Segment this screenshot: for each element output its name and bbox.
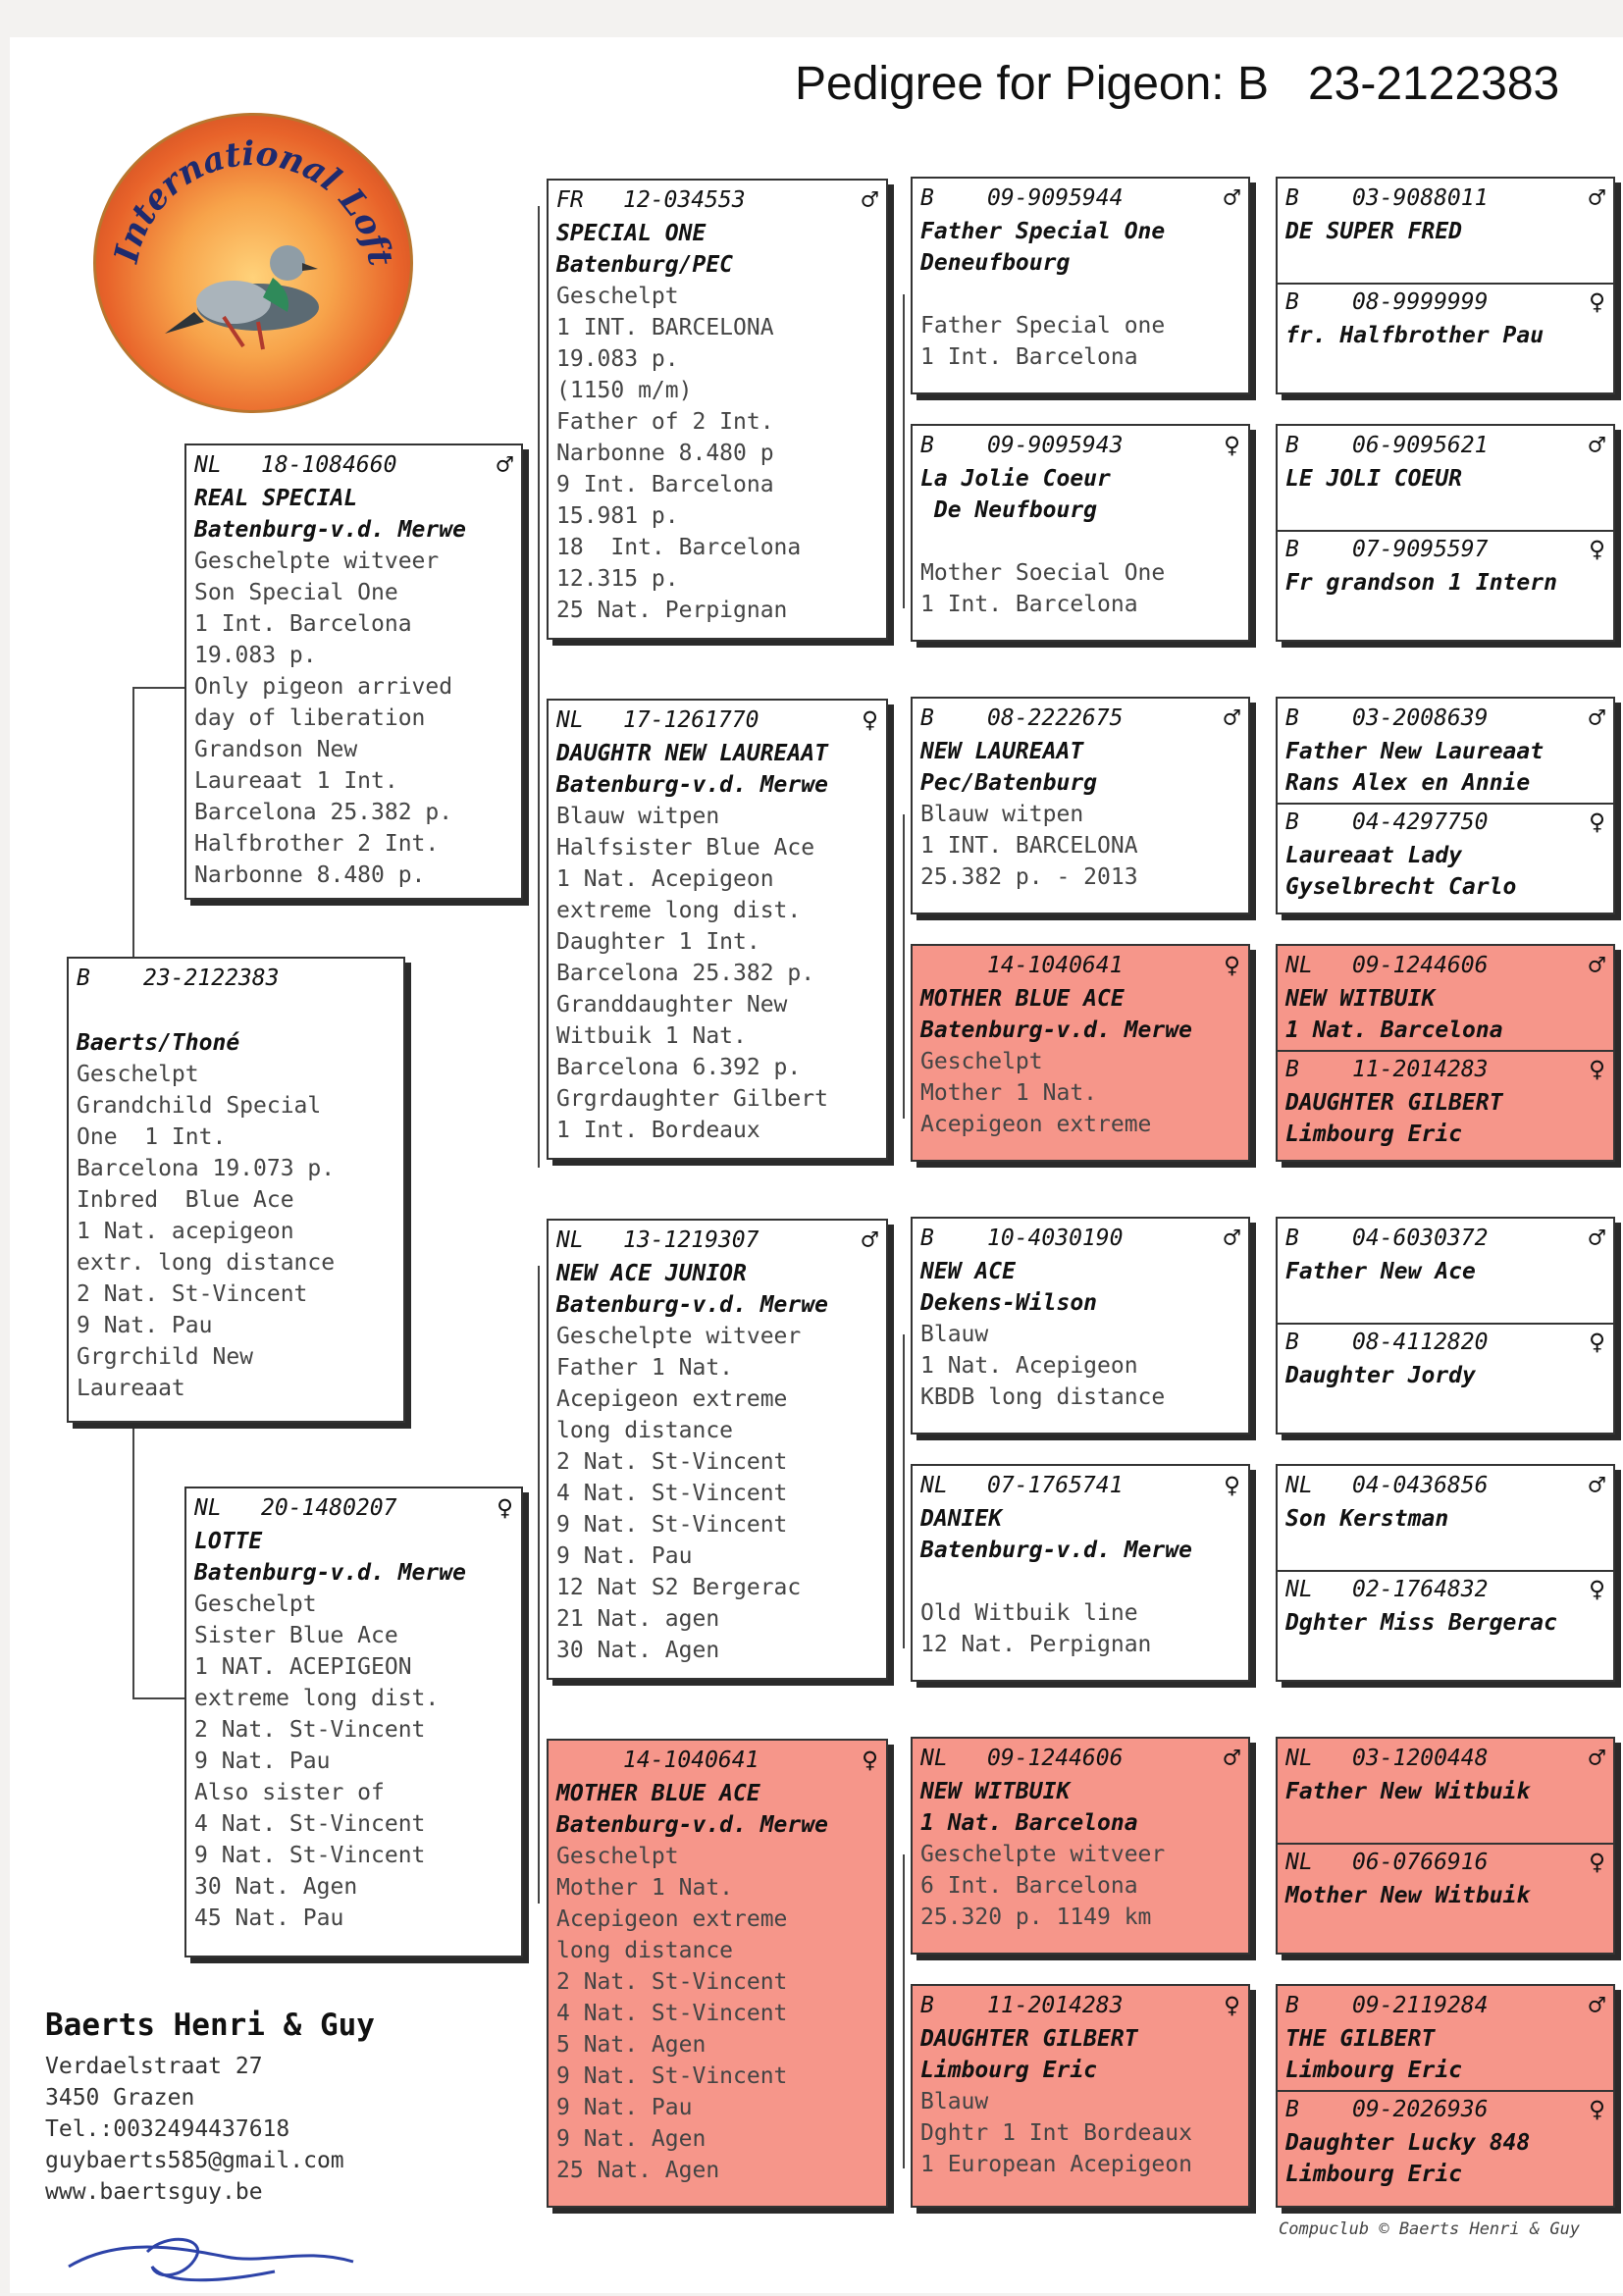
owner-website[interactable]: www.baertsguy.be <box>45 2179 263 2205</box>
pigeon-icon <box>96 116 410 410</box>
info-line: Barcelona 25.382 p. <box>194 800 453 825</box>
country-code: NL <box>1285 1473 1313 1498</box>
ring-number: 08-4112820 <box>1352 1330 1489 1355</box>
info-line: Geschelpt <box>556 1844 679 1869</box>
owner-email: guybaerts585@gmail.com <box>45 2148 344 2173</box>
female-icon: ♀ <box>1224 429 1240 461</box>
info-line: 45 Nat. Pau <box>194 1905 344 1931</box>
pigeon-name: Baerts/Thoné <box>77 1030 240 1056</box>
connector <box>132 1697 186 1699</box>
info-line: Mother Soecial One <box>920 560 1166 586</box>
info-line: extreme long dist. <box>194 1686 440 1711</box>
pigeon-name: Father New Ace <box>1285 1259 1476 1284</box>
ring-number: 04-6030372 <box>1352 1226 1489 1251</box>
male-icon: ♂ <box>862 1224 878 1256</box>
female-icon: ♀ <box>862 704 878 736</box>
info-line: Daughter 1 Int. <box>556 929 760 955</box>
info-line: Halfsister Blue Ace <box>556 835 815 861</box>
pigeon-name: Laureaat Lady <box>1285 843 1463 868</box>
pigeon-name: NEW WITBUIK <box>920 1779 1071 1804</box>
info-line: 1 Int. Barcelona <box>194 611 412 637</box>
info-line: 30 Nat. Agen <box>556 1638 720 1663</box>
male-icon: ♂ <box>1589 182 1605 214</box>
breeder-name: Batenburg-v.d. Merwe <box>556 1812 828 1838</box>
info-line: 9 Nat. Pau <box>556 2095 693 2120</box>
ring-number: 03-9088011 <box>1352 185 1489 211</box>
country-code: B <box>920 433 934 458</box>
info-line: Blauw <box>920 2089 989 2114</box>
connector <box>903 1334 905 1648</box>
info-line: 1 NAT. ACEPIGEON <box>194 1654 412 1680</box>
info-line: Granddaughter New <box>556 992 788 1018</box>
female-icon: ♀ <box>1589 806 1605 838</box>
footer-credit: Compuclub © Baerts Henri & Guy <box>1279 2219 1581 2239</box>
ring-number: 04-4297750 <box>1352 809 1489 835</box>
ring-number: 17-1261770 <box>623 707 759 733</box>
pigeon-name: Fr grandson 1 Intern <box>1285 570 1557 596</box>
ring-number: 20-1480207 <box>261 1495 397 1521</box>
info-line: Laureaat <box>77 1376 185 1401</box>
info-line: extr. long distance <box>77 1250 336 1276</box>
info-line: Geschelpte witveer <box>556 1324 802 1349</box>
pigeon-name: NEW LAUREAAT <box>920 739 1084 764</box>
info-line: 4 Nat. St-Vincent <box>194 1811 426 1837</box>
ancestor-pair-card[interactable] <box>1276 424 1615 642</box>
owner-city: 3450 Grazen <box>45 2085 195 2111</box>
pigeon-name: DANIEK <box>920 1506 1003 1532</box>
pigeon-name: SPECIAL ONE <box>556 221 707 246</box>
info-line: Geschelpte witveer <box>920 1842 1166 1867</box>
connector <box>132 1418 134 1697</box>
ring-number: 09-1244606 <box>1352 953 1489 978</box>
breeder-name: Gyselbrecht Carlo <box>1285 874 1517 900</box>
ancestor-card[interactable] <box>911 1737 1250 1955</box>
info-line: 25 Nat. Agen <box>556 2158 720 2183</box>
owner-address: Verdaelstraat 27 <box>45 2054 263 2079</box>
breeder-name: Limbourg Eric <box>1285 2162 1463 2187</box>
breeder-name: Dekens-Wilson <box>920 1290 1098 1316</box>
info-line: 1 Int. Barcelona <box>920 344 1138 370</box>
info-line: 18 Int. Barcelona <box>556 535 802 560</box>
info-line: 4 Nat. St-Vincent <box>556 1481 788 1506</box>
female-icon: ♀ <box>497 1491 513 1524</box>
connector <box>903 294 905 608</box>
female-icon: ♀ <box>1589 286 1605 318</box>
pigeon-name: MOTHER BLUE ACE <box>556 1781 760 1806</box>
info-line: 1 European Acepigeon <box>920 2152 1192 2177</box>
ancestor-card[interactable] <box>911 697 1250 914</box>
ancestor-pair-card[interactable] <box>1276 1217 1615 1435</box>
info-line: Barcelona 25.382 p. <box>556 961 815 986</box>
info-line: 1 Int. Barcelona <box>920 592 1138 617</box>
country-code: B <box>920 1993 934 2018</box>
ring-number: 06-9095621 <box>1352 433 1489 458</box>
male-icon: ♂ <box>1589 429 1605 461</box>
ring-number: 09-2119284 <box>1352 1993 1489 2018</box>
pigeon-name: Daughter Lucky 848 <box>1285 2130 1531 2156</box>
granddam-maternal-card[interactable] <box>547 1739 888 2208</box>
pigeon-name: fr. Halfbrother Pau <box>1285 323 1544 348</box>
breeder-name: 1 Nat. Barcelona <box>1285 1018 1503 1043</box>
info-line: Geschelpt <box>77 1062 199 1087</box>
country-code: B <box>1285 1057 1299 1082</box>
info-line: 25.382 p. - 2013 <box>920 864 1138 890</box>
info-line: 19.083 p. <box>556 346 679 372</box>
ancestor-pair-card[interactable] <box>1276 697 1615 914</box>
pigeon-name: NEW ACE JUNIOR <box>556 1261 747 1286</box>
info-line: 1 INT. BARCELONA <box>920 833 1138 859</box>
info-line: 12 Nat. Perpignan <box>920 1632 1152 1657</box>
info-line: Father Special one <box>920 313 1166 339</box>
info-line: 4 Nat. St-Vincent <box>556 2001 788 2026</box>
info-line: Sister Blue Ace <box>194 1623 398 1648</box>
info-line: long distance <box>556 1938 734 1963</box>
sire-card[interactable] <box>184 444 523 900</box>
pigeon-name: REAL SPECIAL <box>194 486 358 511</box>
ring-number: 08-2222675 <box>987 705 1124 731</box>
country-code: B <box>1285 537 1299 562</box>
male-icon: ♂ <box>1589 1222 1605 1254</box>
country-code: NL <box>1285 953 1313 978</box>
breeder-name: Batenburg-v.d. Merwe <box>194 517 466 543</box>
info-line: Blauw witpen <box>920 802 1084 827</box>
female-icon: ♀ <box>1589 1573 1605 1605</box>
country-code: NL <box>1285 1577 1313 1602</box>
ancestor-pair-card[interactable] <box>1276 1464 1615 1682</box>
male-icon: ♂ <box>1589 702 1605 734</box>
breeder-name: Pec/Batenburg <box>920 770 1098 796</box>
ring-number: 09-2026936 <box>1352 2097 1489 2122</box>
ring-number: 11-2014283 <box>1352 1057 1489 1082</box>
info-line: 2 Nat. St-Vincent <box>77 1281 308 1307</box>
country-code: B <box>920 705 934 731</box>
ancestor-card[interactable] <box>911 1217 1250 1435</box>
country-code: B <box>1285 289 1299 315</box>
pigeon-name: MOTHER BLUE ACE <box>920 986 1125 1012</box>
country-code: NL <box>556 707 584 733</box>
info-line: 30 Nat. Agen <box>194 1874 358 1900</box>
info-line: Narbonne 8.480 p. <box>194 862 426 888</box>
info-line: Blauw <box>920 1322 989 1347</box>
ancestor-pair-card[interactable] <box>1276 1737 1615 1955</box>
ancestor-card[interactable] <box>911 1464 1250 1682</box>
owner-name: Baerts Henri & Guy <box>45 2008 375 2043</box>
breeder-name: Batenburg-v.d. Merwe <box>920 1018 1192 1043</box>
info-line: 2 Nat. St-Vincent <box>556 1969 788 1995</box>
ring-number: 11-2014283 <box>987 1993 1124 2018</box>
male-icon: ♂ <box>497 448 513 481</box>
info-line: 1 INT. BARCELONA <box>556 315 774 340</box>
ancestor-pair-card[interactable] <box>1276 177 1615 394</box>
info-line: Geschelpt <box>920 1049 1043 1074</box>
female-icon: ♀ <box>1589 1846 1605 1878</box>
info-line: 9 Nat. St-Vincent <box>556 2063 788 2089</box>
subject-card[interactable] <box>67 957 405 1423</box>
country-code: NL <box>556 1227 584 1253</box>
logo <box>93 113 413 413</box>
country-code: B <box>1285 705 1299 731</box>
ring-number: 09-9095944 <box>987 185 1124 211</box>
page-title: Pedigree for Pigeon: B 23-2122383 <box>795 58 1560 110</box>
ring-number: 12-034553 <box>623 187 746 213</box>
country-code: B <box>1285 2097 1299 2122</box>
info-line: Mother 1 Nat. <box>556 1875 734 1901</box>
pigeon-name: THE GILBERT <box>1285 2026 1436 2052</box>
ring-number: 09-1244606 <box>987 1746 1124 1771</box>
ancestor-card[interactable] <box>911 944 1250 1162</box>
granddam-paternal-card[interactable] <box>547 699 888 1160</box>
info-line: 5 Nat. Agen <box>556 2032 707 2058</box>
info-line: Geschelpte witveer <box>194 548 440 574</box>
breeder-name: De Neufbourg <box>920 497 1098 523</box>
breeder-name: Batenburg-v.d. Merwe <box>194 1560 466 1586</box>
country-code: B <box>1285 809 1299 835</box>
pigeon-name: DE SUPER FRED <box>1285 219 1463 244</box>
info-line: Barcelona 19.073 p. <box>77 1156 336 1181</box>
breeder-name: Batenburg-v.d. Merwe <box>920 1538 1192 1563</box>
info-line: 6 Int. Barcelona <box>920 1873 1138 1899</box>
breeder-name: Batenburg-v.d. Merwe <box>556 772 828 798</box>
info-line: long distance <box>556 1418 734 1443</box>
female-icon: ♀ <box>1224 1989 1240 2021</box>
breeder-name: Limbourg Eric <box>1285 2058 1463 2083</box>
female-icon: ♀ <box>1224 949 1240 981</box>
pigeon-name: Dghter Miss Bergerac <box>1285 1610 1557 1636</box>
pigeon-name: DAUGHTER GILBERT <box>920 2026 1138 2052</box>
info-line: 12 Nat S2 Bergerac <box>556 1575 802 1600</box>
info-line: Grgrchild New <box>77 1344 254 1370</box>
country-code: B <box>1285 1993 1299 2018</box>
ring-number: 03-2008639 <box>1352 705 1489 731</box>
ring-number: 10-4030190 <box>987 1226 1124 1251</box>
male-icon: ♂ <box>1224 1742 1240 1774</box>
info-line: Also sister of <box>194 1780 385 1805</box>
info-line: 9 Nat. St-Vincent <box>556 1512 788 1538</box>
dam-card[interactable] <box>184 1487 523 1957</box>
info-line: 9 Nat. St-Vincent <box>194 1843 426 1868</box>
info-line: Grandson New <box>194 737 358 762</box>
info-line: Dghtr 1 Int Bordeaux <box>920 2120 1192 2146</box>
ancestor-card[interactable] <box>911 1984 1250 2208</box>
connector <box>132 687 134 981</box>
connector <box>538 1266 540 1904</box>
info-line: 12.315 p. <box>556 566 679 592</box>
info-line: 15.981 p. <box>556 503 679 529</box>
info-line: 9 Nat. Agen <box>556 2126 707 2152</box>
breeder-name: Limbourg Eric <box>1285 1122 1463 1147</box>
info-line: 2 Nat. St-Vincent <box>556 1449 788 1475</box>
female-icon: ♀ <box>1589 2093 1605 2125</box>
info-line: 25 Nat. Perpignan <box>556 598 788 623</box>
ring-number: 07-1765741 <box>987 1473 1124 1498</box>
info-line: 9 Int. Barcelona <box>556 472 774 497</box>
male-icon: ♂ <box>1589 1989 1605 2021</box>
country-code: B <box>920 185 934 211</box>
ring-number: 08-9999999 <box>1352 289 1489 315</box>
info-line: 9 Nat. Pau <box>77 1313 213 1338</box>
info-line: Acepigeon extreme <box>556 1386 788 1412</box>
ring-number: 14-1040641 <box>987 953 1124 978</box>
info-line: 9 Nat. Pau <box>194 1748 331 1774</box>
female-icon: ♀ <box>1589 1326 1605 1358</box>
grandsire-paternal-card[interactable] <box>547 179 888 640</box>
svg-text:International Loft <box>107 134 400 270</box>
breeder-name: Batenburg/PEC <box>556 252 734 278</box>
ring-number: 23-2122383 <box>143 965 280 991</box>
info-line: Witbuik 1 Nat. <box>556 1023 747 1049</box>
connector <box>903 814 905 1119</box>
breeder-name: Deneufbourg <box>920 250 1071 276</box>
breeder-name: Rans Alex en Annie <box>1285 770 1531 796</box>
info-line: Inbred Blue Ace <box>77 1187 294 1213</box>
ring-number: 13-1219307 <box>623 1227 759 1253</box>
info-line: Narbonne 8.480 p <box>556 441 774 466</box>
male-icon: ♂ <box>1224 702 1240 734</box>
breeder-name: Batenburg-v.d. Merwe <box>556 1292 828 1318</box>
pigeon-name: DAUGHTER GILBERT <box>1285 1090 1503 1116</box>
info-line: Geschelpt <box>556 284 679 309</box>
ancestor-card[interactable] <box>911 424 1250 642</box>
male-icon: ♂ <box>1224 1222 1240 1254</box>
pigeon-name: NEW WITBUIK <box>1285 986 1436 1012</box>
male-icon: ♂ <box>1589 949 1605 981</box>
info-line: Only pigeon arrived <box>194 674 453 700</box>
country-code: B <box>1285 433 1299 458</box>
connector <box>538 206 540 1168</box>
owner-phone: Tel.:0032494437618 <box>45 2116 290 2142</box>
female-icon: ♀ <box>1224 1469 1240 1501</box>
info-line: Father 1 Nat. <box>556 1355 734 1381</box>
ring-number: 06-0766916 <box>1352 1850 1489 1875</box>
breeder-name: Limbourg Eric <box>920 2058 1098 2083</box>
info-line: Halfbrother 2 Int. <box>194 831 440 857</box>
ancestor-card[interactable] <box>911 177 1250 394</box>
country-code: B <box>1285 1226 1299 1251</box>
info-line: Grandchild Special <box>77 1093 322 1119</box>
ancestor-pair-card[interactable] <box>1276 944 1615 1162</box>
info-line: day of liberation <box>194 705 426 731</box>
pigeon-name: Father Special One <box>920 219 1166 244</box>
pigeon-name: Father New Laureaat <box>1285 739 1544 764</box>
info-line: 21 Nat. agen <box>556 1606 720 1632</box>
country-code: NL <box>1285 1850 1313 1875</box>
country-code: NL <box>194 1495 222 1521</box>
female-icon: ♀ <box>862 1744 878 1776</box>
pigeon-name: LOTTE <box>194 1529 263 1554</box>
info-line: Acepigeon extreme <box>920 1112 1152 1137</box>
info-line: 9 Nat. Pau <box>556 1543 693 1569</box>
owner-block <box>45 2009 375 2208</box>
info-line: 1 Nat. Acepigeon <box>556 866 774 892</box>
country-code: NL <box>920 1473 948 1498</box>
female-icon: ♀ <box>1589 1053 1605 1085</box>
info-line: 1 Int. Bordeaux <box>556 1118 760 1143</box>
country-code: NL <box>1285 1746 1313 1771</box>
country-code: NL <box>920 1746 948 1771</box>
country-code: NL <box>194 452 222 478</box>
ancestor-pair-card[interactable] <box>1276 1984 1615 2208</box>
info-line: One 1 Int. <box>77 1124 227 1150</box>
pigeon-name: LE JOLI COEUR <box>1285 466 1463 492</box>
pigeon-name: Daughter Jordy <box>1285 1363 1476 1388</box>
country-code: B <box>920 1226 934 1251</box>
breeder-name: 1 Nat. Barcelona <box>920 1810 1138 1836</box>
ring-number: 07-9095597 <box>1352 537 1489 562</box>
info-line: KBDB long distance <box>920 1384 1166 1410</box>
ring-number: 03-1200448 <box>1352 1746 1489 1771</box>
pigeon-name: NEW ACE <box>920 1259 1016 1284</box>
country-code: B <box>77 965 90 991</box>
ring-number: 18-1084660 <box>261 452 397 478</box>
pigeon-name: La Jolie Coeur <box>920 466 1111 492</box>
info-line: Barcelona 6.392 p. <box>556 1055 802 1080</box>
pigeon-name: Father New Witbuik <box>1285 1779 1531 1804</box>
info-line: 1 Nat. acepigeon <box>77 1219 294 1244</box>
info-line: Acepigeon extreme <box>556 1906 788 1932</box>
logo-text: International Loft <box>106 133 400 270</box>
country-code: B <box>1285 1330 1299 1355</box>
info-line: 19.083 p. <box>194 643 317 668</box>
info-line: 2 Nat. St-Vincent <box>194 1717 426 1743</box>
info-line: Geschelpt <box>194 1592 317 1617</box>
info-line: extreme long dist. <box>556 898 802 923</box>
info-line: (1150 m/m) <box>556 378 693 403</box>
info-line: Blauw witpen <box>556 804 720 829</box>
pigeon-name: Mother New Witbuik <box>1285 1883 1531 1908</box>
info-line: Mother 1 Nat. <box>920 1080 1098 1106</box>
country-code: FR <box>556 187 584 213</box>
country-code: B <box>1285 185 1299 211</box>
info-line: Laureaat 1 Int. <box>194 768 398 794</box>
info-line: Son Special One <box>194 580 398 605</box>
male-icon: ♂ <box>1589 1469 1605 1501</box>
info-line: 25.320 p. 1149 km <box>920 1905 1152 1930</box>
signature-icon <box>59 2227 412 2296</box>
connector <box>132 687 186 689</box>
info-line: Old Witbuik line <box>920 1600 1138 1626</box>
pigeon-name: Son Kerstman <box>1285 1506 1449 1532</box>
pigeon-name: DAUGHTR NEW LAUREAAT <box>556 741 828 766</box>
info-line: Father of 2 Int. <box>556 409 774 435</box>
ring-number: 02-1764832 <box>1352 1577 1489 1602</box>
info-line: 1 Nat. Acepigeon <box>920 1353 1138 1379</box>
connector <box>903 1854 905 2168</box>
male-icon: ♂ <box>1589 1742 1605 1774</box>
ring-number: 14-1040641 <box>623 1748 759 1773</box>
ring-number: 09-9095943 <box>987 433 1124 458</box>
male-icon: ♂ <box>1224 182 1240 214</box>
grandsire-maternal-card[interactable] <box>547 1219 888 1680</box>
info-line: Grgrdaughter Gilbert <box>556 1086 828 1112</box>
male-icon: ♂ <box>862 183 878 216</box>
ring-number: 04-0436856 <box>1352 1473 1489 1498</box>
female-icon: ♀ <box>1589 533 1605 565</box>
